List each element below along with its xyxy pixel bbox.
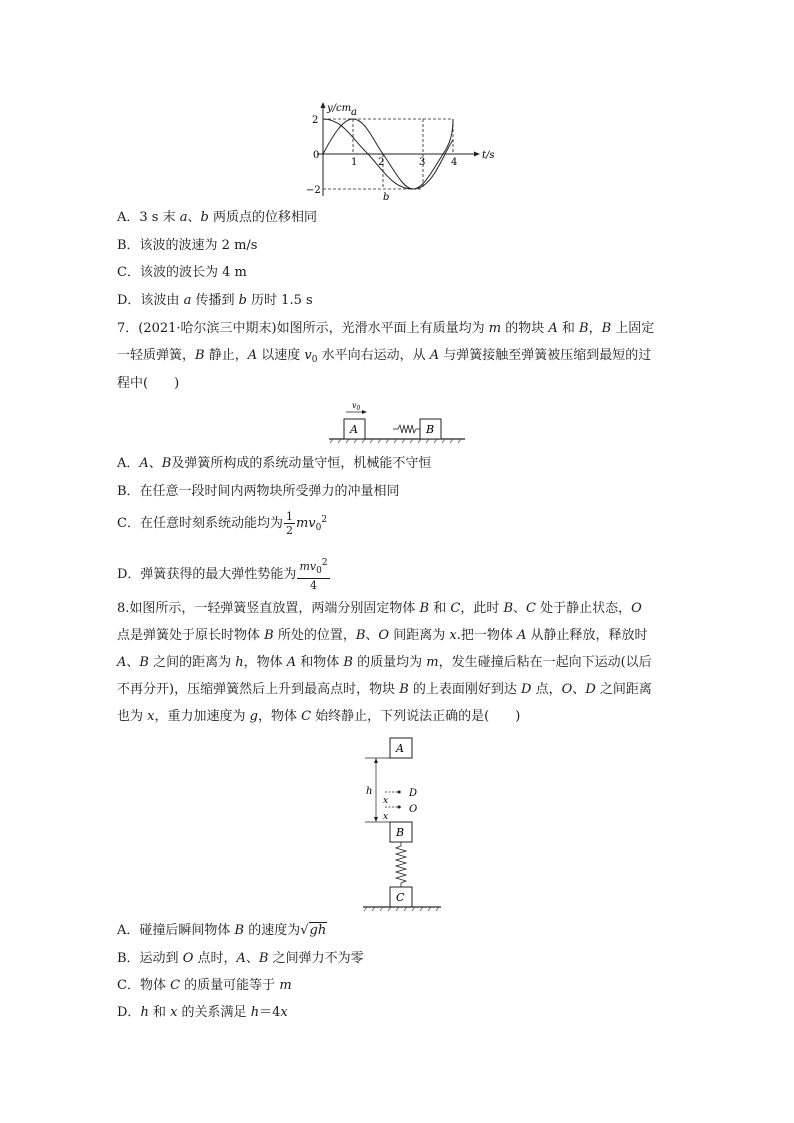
ground-hatch (330, 439, 461, 443)
q7-stem-line1: 7．(2021·哈尔滨三中期末)如图所示，光滑水平面上有质量均为 m 的物块 A 和 B，B 上固定 (117, 321, 655, 336)
q7-option-b: B．在任意一段时间内两物块所受弹力的冲量相同 (117, 484, 400, 499)
block-b-label: B (426, 423, 435, 436)
q6-option-c: C．该波的波长为 4 m (117, 265, 247, 280)
vertical-spring (396, 842, 406, 887)
fraction-energy: $\frac{mv_0^2}{4}$ (299, 558, 328, 592)
q6-option-d: D．该波由 a 传播到 b 历时 1.5 s (117, 293, 313, 308)
spring (398, 425, 416, 433)
x-axis-label: t/s (482, 150, 495, 161)
x-tick-2: 2 (378, 157, 385, 168)
q8-stem-line5: 也为 x，重力加速度为 g，物体 C 始终静止，下列说法正确的是( ) (117, 709, 521, 724)
velocity-label: $v_0$ (352, 401, 361, 412)
y-tick-2: 2 (312, 115, 319, 126)
point-a-label: a (351, 107, 357, 118)
q6-option-a: A．3 s 末 a、b 两质点的位移相同 (117, 210, 317, 225)
y-tick-neg2: −2 (306, 185, 321, 196)
wave-graph (305, 100, 505, 205)
h-label: h (366, 786, 373, 797)
point-b-label: b (383, 192, 390, 203)
h-arrow-up (374, 758, 378, 763)
point-o (398, 806, 401, 809)
h-arrow-down (374, 817, 378, 822)
q7-diagram (325, 398, 470, 448)
y-axis-label: y/cm (327, 103, 352, 114)
q7-option-a: A．A、B及弹簧所构成的系统动量守恒，机械能不守恒 (117, 456, 432, 471)
block-c-label: C (396, 891, 405, 904)
block-a-label: A (350, 423, 358, 436)
x-tick-3: 3 (419, 157, 426, 168)
q8-option-d: D．h 和 x 的关系满足 h＝4x (117, 1005, 288, 1020)
q7-option-c: C．在任意时刻系统动能均为 $\frac{1}{2}$ $mv_0^2$ (117, 510, 328, 537)
point-d (398, 791, 401, 794)
x-axis-arrow (474, 152, 480, 157)
y-tick-0: 0 (313, 150, 320, 161)
q8-option-a: A．碰撞后瞬间物体 B 的速度为√gh (117, 923, 327, 938)
q6-option-b: B．该波的波速为 2 m/s (117, 238, 258, 253)
velocity-arrowhead (362, 410, 367, 414)
sqrt-symbol: √ (300, 923, 309, 938)
x-label-upper: x (383, 796, 389, 806)
q8-stem-line2: 点是弹簧处于原长时物体 B 所处的位置，B、O 间距离为 x.把一物体 A 从静止释放，释放时 (117, 628, 648, 643)
x-tick-1: 1 (351, 157, 358, 168)
x-tick-4: 4 (451, 157, 458, 168)
block-b-label: B (396, 826, 405, 839)
x-label-lower: x (383, 812, 389, 822)
q8-option-c: C．物体 C 的质量可能等于 m (117, 978, 292, 993)
d-label: D (409, 788, 418, 799)
q8-stem-line4: 不再分开)，压缩弹簧然后上升到最高点时，物块 B 的上表面刚好到达 D 点，O、D 之间距离 (117, 682, 652, 697)
q8-option-b: B．运动到 O 点时，A、B 之间弹力不为零 (117, 951, 364, 966)
q8-stem-line1: 8.如图所示，一轻弹簧竖直放置，两端分别固定物体 B 和 C，此时 B、C 处于静止状态，O (117, 601, 642, 616)
o-label: O (409, 804, 418, 815)
y-axis-arrow (321, 102, 326, 108)
q8-stem-line3: A、B 之间的距离为 h，物体 A 和物体 B 的质量均为 m，发生碰撞后粘在一起向下运动(以后 (117, 655, 652, 670)
block-a-label: A (396, 742, 404, 755)
q7-option-d: D．弹簧获得的最大弹性势能为 $\frac{mv_0^2}{4}$ (117, 558, 328, 592)
q8-diagram (355, 735, 450, 915)
q7-stem-line3: 程中( ) (117, 376, 180, 391)
fraction-half: $\frac{1}{2}$ (285, 510, 293, 537)
q7-stem-line2: 一轻质弹簧，B 静止，A 以速度 $v_0$ 水平向右运动，从 A 与弹簧接触至弹簧被压缩到最短的过 (117, 348, 652, 365)
